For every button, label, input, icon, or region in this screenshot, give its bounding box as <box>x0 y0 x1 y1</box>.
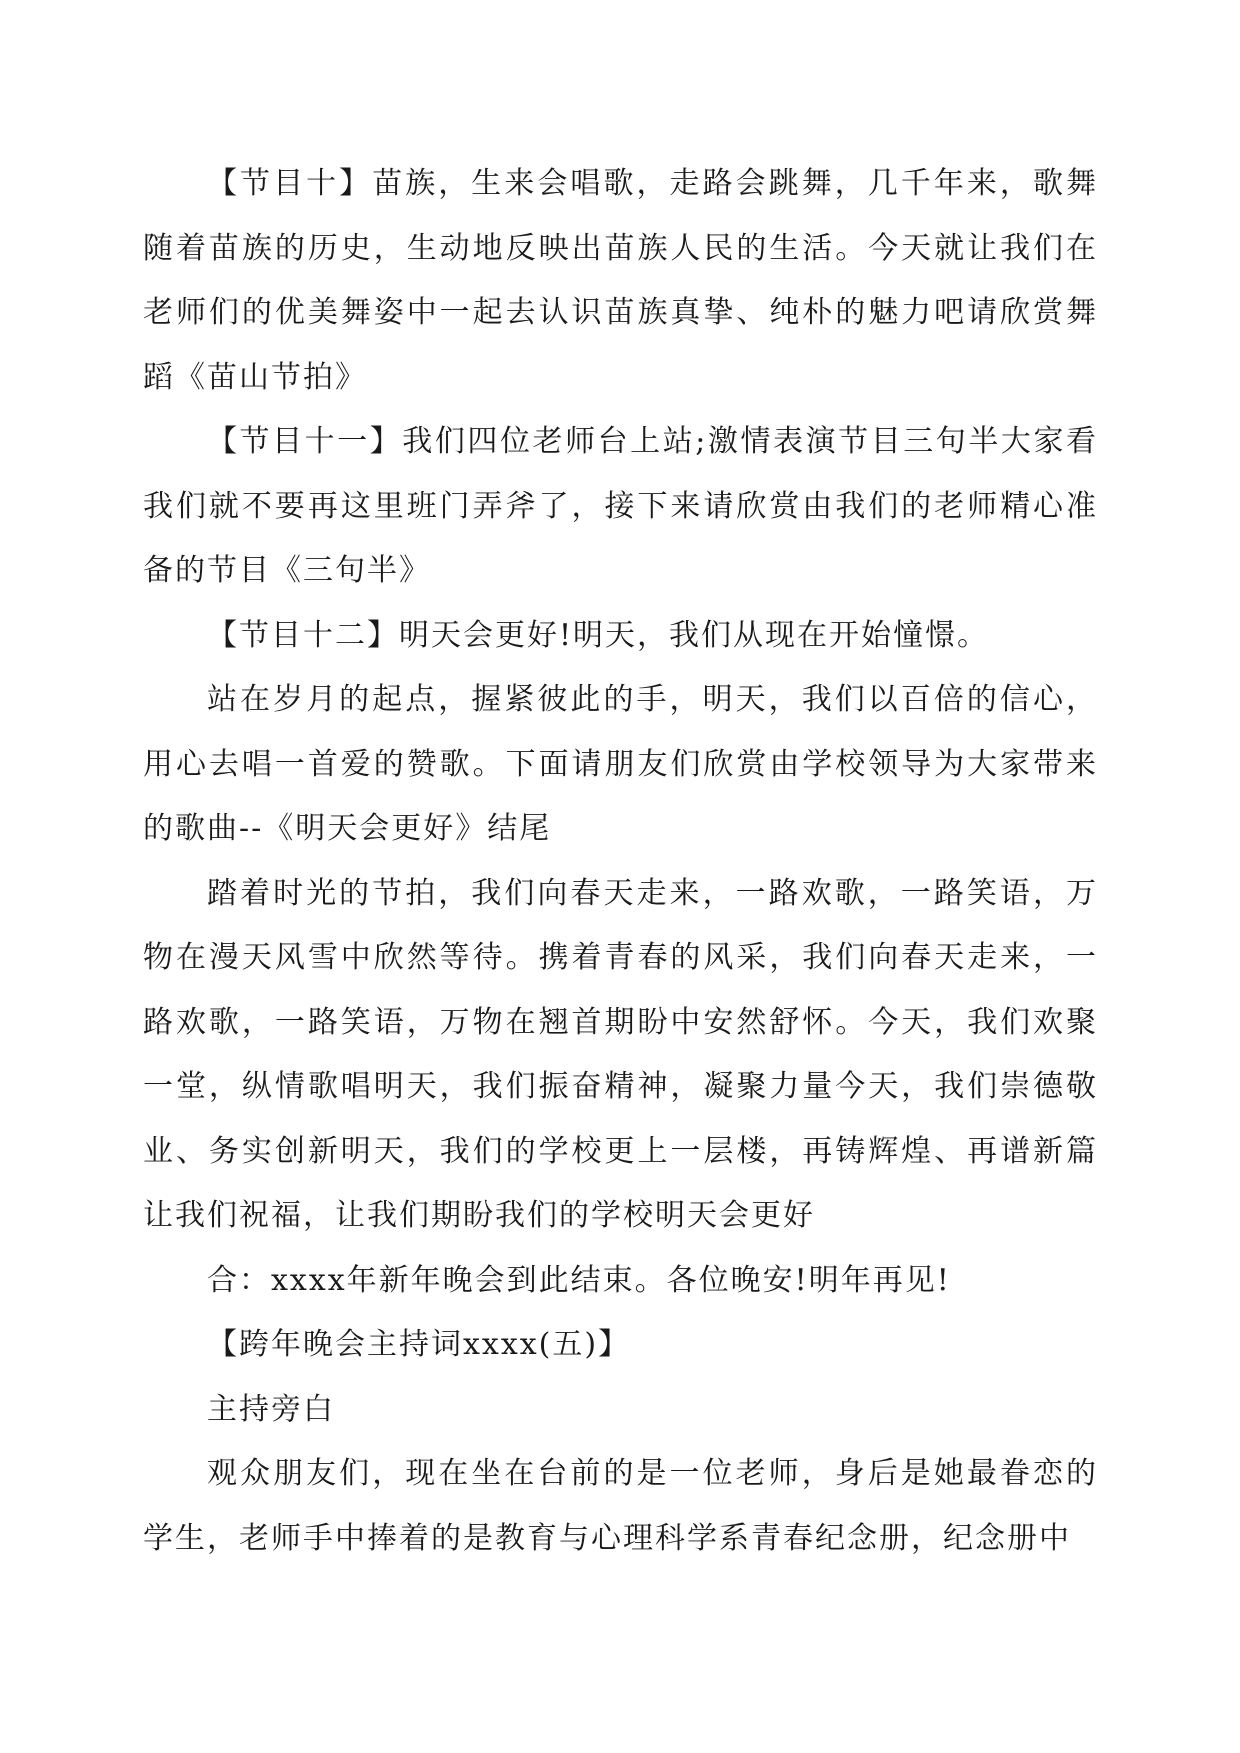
paragraph-tomorrow-song: 站在岁月的起点，握紧彼此的手，明天，我们以百倍的信心，用心去唱一首爱的赞歌。下面请朋友们欣赏由学校领导为大家带来的歌曲--《明天会更好》结尾 <box>143 682 1098 846</box>
paragraph-farewell: 合：xxxx年新年晚会到此结束。各位晚安!明年再见! <box>207 1262 951 1298</box>
document-page <box>143 152 1098 1571</box>
paragraph-narration-label: 主持旁白 <box>207 1391 335 1427</box>
paragraph-narration: 观众朋友们，现在坐在台前的是一位老师，身后是她最眷恋的学生，老师手中捧着的是教育与心理科学系青春纪念册，纪念册中 <box>143 1456 1098 1556</box>
paragraph-program-12: 【节目十二】明天会更好!明天，我们从现在开始憧憬。 <box>207 617 990 653</box>
paragraph-program-11: 【节目十一】我们四位老师台上站;激情表演节目三句半大家看我们就不要再这里班门弄斧了，接下来请欣赏由我们的老师精心准备的节目《三句半》 <box>143 424 1098 588</box>
section-heading: 【跨年晚会主持词xxxx(五)】 <box>207 1327 631 1362</box>
paragraph-program-10: 【节目十】苗族，生来会唱歌，走路会跳舞，几千年来，歌舞随着苗族的历史，生动地反映出苗族人民的生活。今天就让我们在老师们的优美舞姿中一起去认识苗族真挚、纯朴的魅力吧请欣赏舞蹈《苗山节拍》 <box>143 166 1098 395</box>
paragraph-closing: 踏着时光的节拍，我们向春天走来，一路欢歌，一路笑语，万物在漫天风雪中欣然等待。携着青春的风采，我们向春天走来，一路欢歌，一路笑语，万物在翘首期盼中安然舒怀。今天，我们欢聚一堂，纵情歌唱明天，我们振奋精神，凝聚力量今天，我们崇德敬业、务实创新明天，我们的学校更上一层楼，再铸辉煌、再谱新篇让我们祝福，让我们期盼我们的学校明天会更好 <box>143 875 1098 1233</box>
